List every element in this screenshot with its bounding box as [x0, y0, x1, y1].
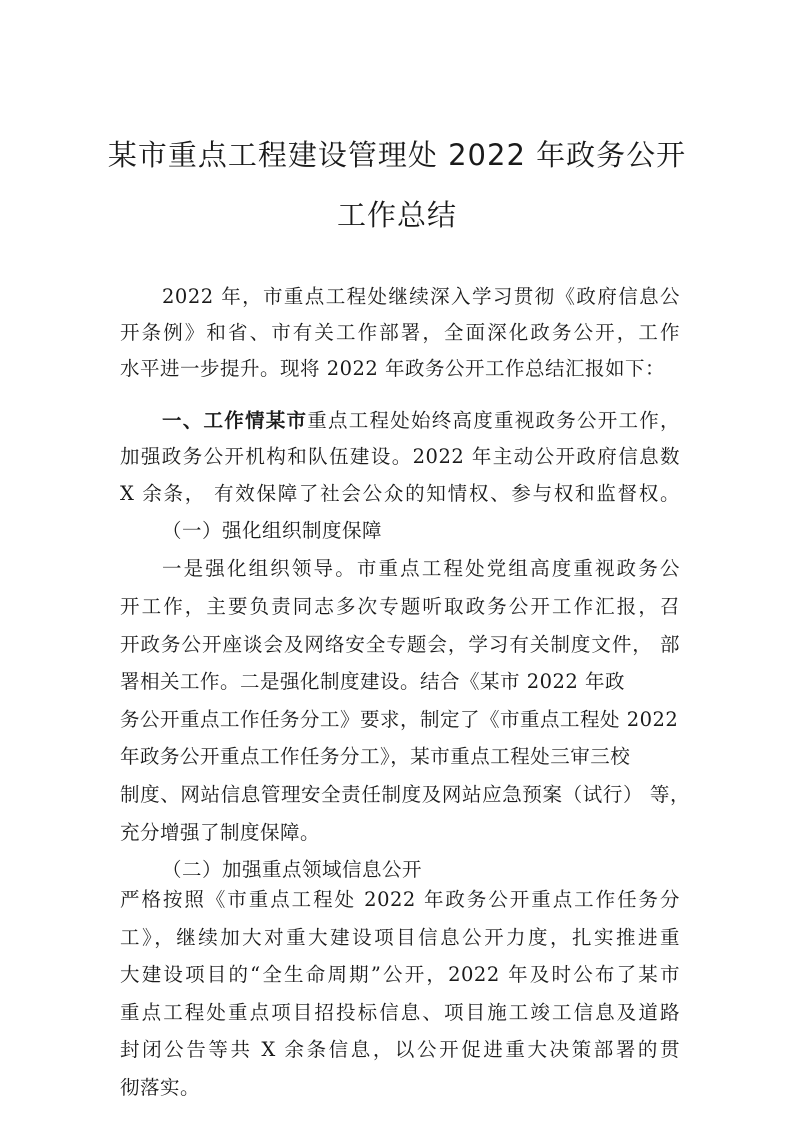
subsection2-line: 工》，继续加大对重大建设项目信息公开力度，扎实推进重 [120, 926, 680, 949]
subsection2-line: 封闭公告等共 X 余条信息，以公开促进重大决策部署的贯 [120, 1038, 680, 1061]
subsection2-line: 大建设项目的“全生命周期”公开，2022 年及时公布了某市 [120, 963, 680, 986]
subsection1-heading: （一）强化组织制度保障 [162, 519, 383, 542]
subsection1-line: 一是强化组织领导。市重点工程处党组高度重视政务公 [162, 557, 680, 580]
subsection1-line: 开工作，主要负责同志多次专题听取政务公开工作汇报，召 [120, 595, 680, 618]
subsection2-line: 重点工程处重点项目招投标信息、项目施工竣工信息及道路 [120, 1001, 680, 1024]
intro-line: 开条例》和省、市有关工作部署，全面深化政务公开，工作 [120, 321, 680, 344]
subsection1-line: 署相关工作。二是强化制度建设。结合《某市 2022 年政 [120, 670, 626, 693]
subsection1-line: 制度、网站信息管理安全责任制度及网站应急预案（试行） 等， [120, 783, 690, 806]
section1-text: 重点工程处始终高度重视政务公开工作， [307, 409, 680, 432]
section1-line: X 余条， 有效保障了社会公众的知情权、参与权和监督权。 [120, 482, 680, 505]
subsection2-heading: （二）加强重点领域信息公开 [162, 858, 423, 881]
section1-heading: 一、工作情某市 [162, 409, 308, 432]
intro-line: 水平进一步提升。现将 2022 年政务公开工作总结汇报如下： [120, 357, 666, 380]
document-title-line2: 工作总结 [336, 198, 457, 232]
section1-line: 加强政务公开机构和队伍建设。2022 年主动公开政府信息数 [120, 445, 680, 468]
subsection1-line: 开政务公开座谈会及网络安全专题会，学习有关制度文件， 部 [120, 633, 680, 656]
section1-first-line [162, 408, 680, 434]
intro-line: 2022 年，市重点工程处继续深入学习贯彻《政府信息公 [162, 285, 680, 308]
subsection1-line: 年政务公开重点工作任务分工》，某市重点工程处三审三校 [120, 745, 631, 768]
document-title-line1: 某市重点工程建设管理处 2022 年政务公开 [107, 138, 687, 172]
subsection1-line: 务公开重点工作任务分工》要求，制定了《市重点工程处 2022 [120, 708, 679, 731]
subsection2-line: 严格按照《市重点工程处 2022 年政务公开重点工作任务分 [120, 888, 680, 911]
subsection1-line: 充分增强了制度保障。 [120, 821, 321, 844]
subsection2-line: 彻落实。 [120, 1076, 201, 1099]
